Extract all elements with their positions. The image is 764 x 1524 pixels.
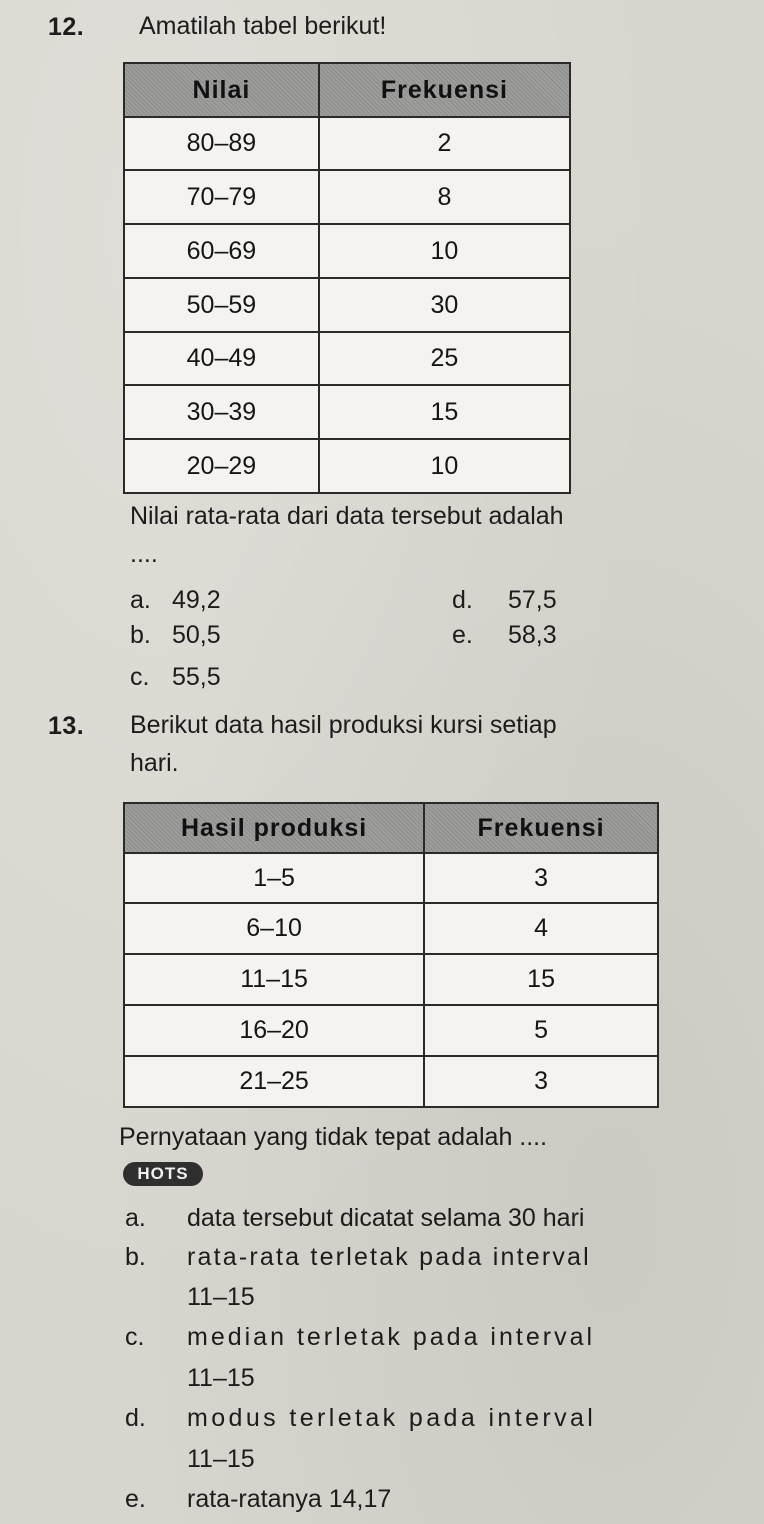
table-cell-interval: 16–20 [124, 1005, 424, 1056]
option-text: 55,5 [172, 663, 221, 691]
table-row [124, 903, 658, 954]
option-letter: e. [125, 1485, 146, 1513]
option-12c[interactable] [130, 657, 221, 697]
table-cell-interval: 21–25 [124, 1056, 424, 1107]
table-cell-frequency: 4 [424, 903, 658, 954]
table-cell-frequency: 3 [424, 1056, 658, 1107]
option-13c-continued: 11–15 [187, 1364, 255, 1392]
question-12-prompt-ellipsis: .... [130, 540, 158, 568]
table-cell-interval: 6–10 [124, 903, 424, 954]
option-13c[interactable] [125, 1317, 595, 1357]
table-cell-interval: 20–29 [124, 439, 319, 493]
question-12-table [123, 62, 571, 494]
option-text: median terletak pada interval [187, 1323, 596, 1351]
option-text: 57,5 [508, 586, 557, 614]
table-row [124, 385, 570, 439]
table-row [124, 1005, 658, 1056]
table-row [124, 332, 570, 385]
option-letter: a. [125, 1204, 146, 1232]
table-row [124, 439, 570, 493]
question-13-intro-continued: hari. [130, 749, 179, 777]
table-cell-frequency: 25 [319, 332, 570, 385]
option-13e[interactable] [125, 1479, 391, 1519]
question-13-intro: Berikut data hasil produksi kursi setiap [130, 711, 557, 739]
question-13-table [123, 802, 659, 1108]
table-row [124, 954, 658, 1005]
option-text: 58,3 [508, 621, 557, 649]
option-letter: c. [125, 1323, 145, 1351]
option-letter: e. [452, 621, 473, 649]
table-cell-interval: 1–5 [124, 853, 424, 903]
table-header-nilai: Nilai [124, 63, 319, 117]
option-13b[interactable] [125, 1237, 591, 1277]
option-13d-continued: 11–15 [187, 1445, 255, 1473]
option-text: modus terletak pada interval [187, 1404, 597, 1432]
table-cell-frequency: 30 [319, 278, 570, 332]
table-row [124, 117, 570, 170]
question-13-number: 13. [48, 712, 85, 740]
table-cell-interval: 80–89 [124, 117, 319, 170]
table-cell-frequency: 10 [319, 224, 570, 278]
table-header-hasil-produksi: Hasil produksi [124, 803, 424, 853]
table-cell-frequency: 3 [424, 853, 658, 903]
option-letter: d. [452, 586, 473, 614]
option-text: rata-ratanya 14,17 [187, 1485, 392, 1513]
option-letter: b. [125, 1243, 146, 1271]
table-row [124, 278, 570, 332]
question-12-intro: Amatilah tabel berikut! [139, 12, 387, 40]
table-row [124, 1056, 658, 1107]
option-text: rata-rata terletak pada interval [187, 1243, 591, 1271]
option-letter: c. [130, 663, 150, 691]
option-text: 50,5 [172, 621, 221, 649]
table-cell-interval: 30–39 [124, 385, 319, 439]
option-13d[interactable] [125, 1398, 596, 1438]
option-13b-continued: 11–15 [187, 1283, 255, 1311]
option-12d[interactable] [452, 580, 557, 620]
table-header-frekuensi: Frekuensi [424, 803, 658, 853]
table-cell-interval: 70–79 [124, 170, 319, 224]
hots-badge: HOTS [123, 1162, 203, 1186]
table-cell-frequency: 10 [319, 439, 570, 493]
table-cell-frequency: 15 [424, 954, 658, 1005]
option-text: data tersebut dicatat selama 30 hari [187, 1204, 585, 1232]
question-12-prompt: Nilai rata-rata dari data tersebut adalah [130, 502, 564, 530]
option-text: 49,2 [172, 586, 221, 614]
table-cell-frequency: 8 [319, 170, 570, 224]
option-letter: d. [125, 1404, 146, 1432]
table-cell-interval: 40–49 [124, 332, 319, 385]
table-row [124, 170, 570, 224]
table-header-frekuensi: Frekuensi [319, 63, 570, 117]
question-12-number: 12. [48, 13, 85, 41]
option-letter: a. [130, 586, 151, 614]
table-cell-frequency: 5 [424, 1005, 658, 1056]
table-row [124, 224, 570, 278]
table-cell-frequency: 15 [319, 385, 570, 439]
table-cell-interval: 60–69 [124, 224, 319, 278]
table-cell-interval: 50–59 [124, 278, 319, 332]
question-13-prompt: Pernyataan yang tidak tepat adalah .... [119, 1123, 548, 1151]
table-row [124, 853, 658, 903]
option-letter: b. [130, 621, 151, 649]
option-12a[interactable] [130, 580, 221, 620]
option-13a[interactable] [125, 1198, 584, 1238]
table-cell-interval: 11–15 [124, 954, 424, 1005]
option-12b[interactable] [130, 615, 221, 655]
option-12e[interactable] [452, 615, 557, 655]
table-cell-frequency: 2 [319, 117, 570, 170]
